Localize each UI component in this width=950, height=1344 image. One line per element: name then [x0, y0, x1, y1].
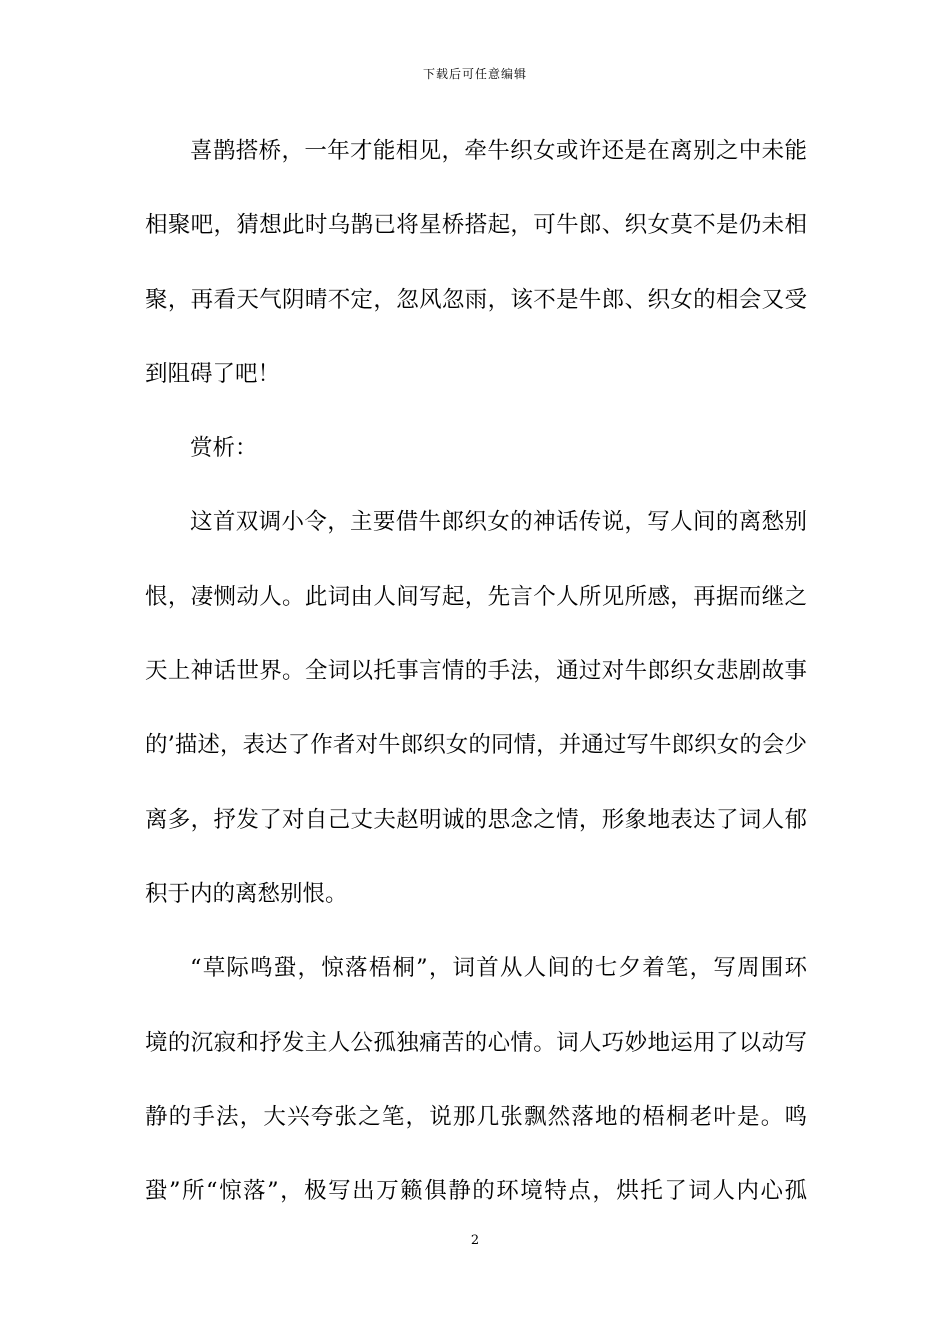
- text-line: 恨，凄恻动人。此词由人间写起，先言个人所见所感，再据而继之: [145, 583, 807, 610]
- text-line: 的’描述，表达了作者对牛郎织女的同情，并通过写牛郎织女的会少: [145, 732, 807, 759]
- text-line: 境的沉寂和抒发主人公孤独痛苦的心情。词人巧妙地运用了以动写: [145, 1029, 807, 1056]
- text-line: 聚，再看天气阴晴不定，忽风忽雨，该不是牛郎、织女的相会又受: [145, 286, 807, 313]
- text-line: 蛩”所“惊落”，极写出万籁俱静的环境特点，烘托了词人内心孤: [145, 1178, 807, 1205]
- text-line: 离多，抒发了对自己丈夫赵明诚的思念之情，形象地表达了词人郁: [145, 806, 807, 833]
- text-line: 积于内的离愁别恨。: [145, 880, 348, 907]
- document-body: [145, 126, 807, 1240]
- text-line: 喜鹊搭桥，一年才能相见，牵牛织女或许还是在离别之中未能: [190, 138, 807, 164]
- section-heading: 赏析：: [190, 435, 258, 462]
- text-line: 相聚吧，猜想此时乌鹊已将星桥搭起，可牛郎、织女莫不是仍未相: [145, 212, 807, 239]
- page-header: 下载后可任意编辑: [422, 67, 527, 81]
- text-line: 到阻碍了吧！: [145, 360, 281, 387]
- text-line: 这首双调小令，主要借牛郎织女的神话传说，写人间的离愁别: [190, 509, 807, 536]
- text-line: “草际鸣蛩，惊落梧桐”，词首从人间的七夕着笔，写周围环: [190, 955, 807, 982]
- text-line: 静的手法，大兴夸张之笔，说那几张飘然落地的梧桐老叶是。鸣: [145, 1103, 807, 1130]
- page-number: 2: [470, 1233, 480, 1248]
- text-line: 天上神话世界。全词以托事言情的手法，通过对牛郎织女悲剧故事: [145, 658, 807, 685]
